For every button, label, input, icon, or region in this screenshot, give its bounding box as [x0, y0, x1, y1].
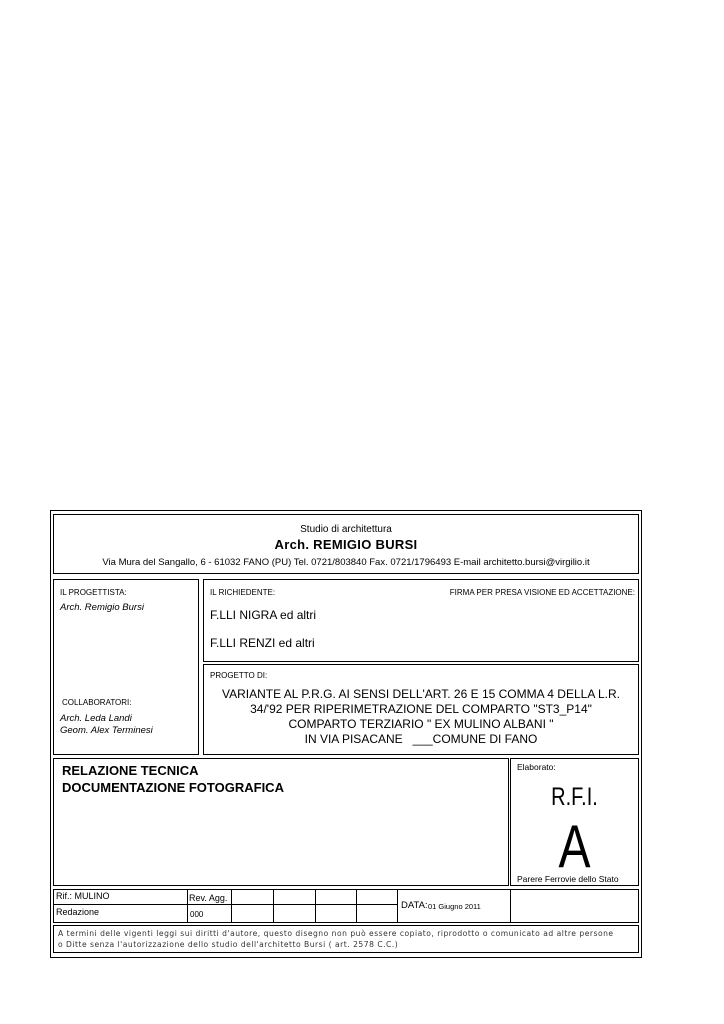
revision-table	[53, 889, 639, 923]
applicant-label: IL RICHIEDENTE:	[210, 588, 276, 597]
copyright-notice	[53, 925, 639, 953]
collaborator-1: Arch. Leda Landi	[60, 713, 132, 724]
project-line-3: COMPARTO TERZIARIO " EX MULINO ALBANI "	[288, 717, 554, 731]
signature-label: FIRMA PER PRESA VISIONE ED ACCETTAZIONE:	[449, 588, 635, 597]
rev-value: 000	[190, 910, 204, 919]
drawing-code-panel	[510, 758, 639, 886]
date-value: 01 Giugno 2011	[428, 902, 481, 911]
studio-header	[53, 514, 639, 574]
project-line-2: 34/'92 PER RIPERIMETRAZIONE DEL COMPARTO "ST3_P14"	[250, 702, 592, 716]
project-line-1: VARIANTE AL P.R.G. AI SENSI DELL'ART. 26 E 15 COMMA 4 DELLA L.R.	[221, 687, 620, 701]
title-block	[50, 510, 642, 958]
designer-panel	[53, 579, 199, 755]
drawing-letter: A	[558, 813, 591, 880]
project-line-4: IN VIA PISACANE ___COMUNE DI FANO	[304, 732, 538, 746]
applicant-name-2: F.LLI RENZI ed altri	[210, 636, 315, 650]
copyright-line-1: A termini delle vigenti leggi sui diritti d'autore, questo disegno non può essere copiato, riprodotto o comunicato ad altre persone	[58, 929, 614, 938]
date-label: DATA:	[401, 900, 428, 911]
drawing-label: Elaborato:	[517, 762, 556, 772]
report-subtitle: DOCUMENTAZIONE FOTOGRAFICA	[62, 780, 284, 795]
report-panel	[53, 758, 509, 886]
ref-label: Rif.: MULINO	[56, 891, 110, 901]
report-title: RELAZIONE TECNICA	[62, 763, 199, 778]
applicant-name-1: F.LLI NIGRA ed altri	[210, 608, 317, 622]
applicant-panel	[203, 579, 639, 662]
collaborator-2: Geom. Alex Terminesi	[60, 725, 153, 736]
project-panel	[203, 664, 639, 755]
studio-label: Studio di architettura	[300, 524, 392, 535]
copyright-line-2: o Ditte senza l'autorizzazione dello studio dell'architetto Bursi ( art. 2578 C.C.)	[58, 940, 399, 949]
project-label: PROGETTO DI:	[210, 671, 268, 680]
architect-name: Arch. REMIGIO BURSI	[274, 537, 418, 552]
collaborators-label: COLLABORATORI:	[62, 698, 132, 707]
designer-label: IL PROGETTISTA:	[60, 588, 127, 597]
designer-name: Arch. Remigio Bursi	[60, 602, 144, 613]
drawing-code: R.F.I.	[551, 783, 598, 811]
drawing-note: Parere Ferrovie dello Stato	[517, 874, 619, 884]
rev-label: Rev. Agg.	[189, 893, 228, 903]
studio-address: Via Mura del Sangallo, 6 - 61032 FANO (PU) Tel. 0721/803840 Fax. 0721/1796493 E-mail architetto.bursi@virgilio.it	[102, 557, 590, 568]
redazione-label: Redazione	[56, 907, 100, 917]
